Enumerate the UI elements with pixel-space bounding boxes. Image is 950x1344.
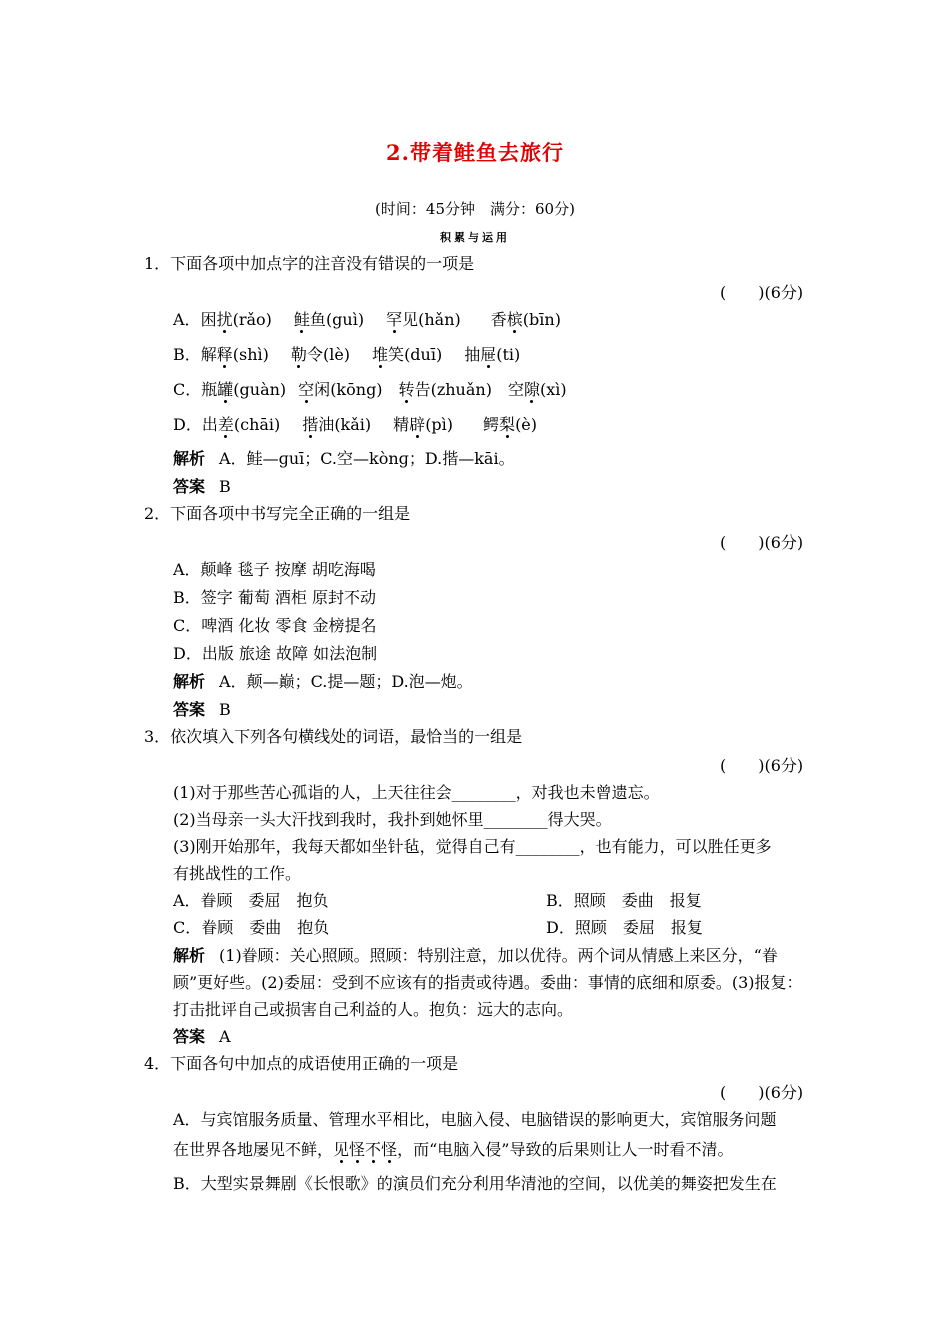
exam-info: (时间：45分钟 满分：60分) [375,200,575,218]
q2-option-a: A．颠峰 毯子 按摩 胡吃海喝 [173,560,376,579]
page-title: 2.带着鲑鱼去旅行 [386,140,564,165]
q3-sentence-1: (1)对于那些苦心孤诣的人，上天往往会________，对我也未曾遗忘。 [173,783,660,802]
q1-answer: 答案 B [173,477,231,496]
q2-analysis: 解析 A．颠—巅；C.提—题；D.泡—炮。 [173,672,473,691]
q2-option-b: B．签字 葡萄 酒柜 原封不动 [173,588,377,607]
q3-analysis-cont-2: 打击批评自己或损害自己利益的人。抱负：远大的志向。 [173,1000,574,1019]
q3-sentence-3: (3)刚开始那年，我每天都如坐针毡，觉得自己有________，也有能力，可以胜任更多 [173,837,772,856]
q3-sentence-3-cont: 有挑战性的工作。 [173,864,302,883]
q3-option-b: B．照顾 委曲 报复 [546,891,702,910]
q1-score: ( )(6分) [720,283,804,302]
q3-analysis: 解析 (1)眷顾：关心照顾。照顾：特别注意，加以优待。两个词从情感上来区分，“眷 [173,946,778,965]
q2-answer: 答案 B [173,700,231,719]
q3-analysis-cont-1: 顾”更好些。(2)委屈：受到不应该有的指责或待遇。委曲：事情的底细和原委。(3)报复： [173,973,803,992]
q3-option-d: D．照顾 委屈 报复 [546,918,703,937]
q4-stem: 4．下面各句中加点的成语使用正确的一项是 [144,1054,459,1073]
q1-stem: 1．下面各项中加点字的注音没有错误的一项是 [144,254,475,273]
q3-answer: 答案 A [173,1027,231,1046]
q1-option-c: C．瓶罐(guàn) 空闲(kōng) 转告(zhuǎn) 空隙(xì) [173,380,567,399]
q2-stem: 2．下面各项中书写完全正确的一组是 [144,504,411,523]
q4-option-a: A．与宾馆服务质量、管理水平相比，电脑入侵、电脑错误的影响更大，宾馆服务问题 [173,1110,777,1129]
q3-stem: 3．依次填入下列各句横线处的词语，最恰当的一组是 [144,727,523,746]
q3-option-a: A．眷顾 委屈 抱负 [173,891,329,910]
q3-option-c: C．眷顾 委曲 抱负 [173,918,330,937]
q2-option-d: D．出版 旅途 故障 如法泡制 [173,644,378,663]
q2-score: ( )(6分) [720,533,804,552]
q1-analysis: 解析 A．鲑—ɡuī；C.空—kònɡ；D.揩—kāi。 [173,449,515,468]
q1-option-b: B．解释(shì) 勒令(lè) 堆笑(duī) 抽屉(ti) [173,345,521,364]
q1-option-d: D．出差(chāi) 揩油(kǎi) 精辟(pì) 鳄梨(è) [173,415,538,434]
q1-option-a: A．困扰(rǎo) 鲑鱼(guì) 罕见(hǎn) 香槟(bīn) [173,310,561,329]
section-heading: 积累与运用 [440,231,510,244]
q4-option-b: B．大型实景舞剧《长恨歌》的演员们充分利用华清池的空间，以优美的舞姿把发生在 [173,1174,777,1193]
q2-option-c: C．啤酒 化妆 零食 金榜提名 [173,616,377,635]
q4-score: ( )(6分) [720,1083,804,1102]
q3-sentence-2: (2)当母亲一头大汗找到我时，我扑到她怀里________得大哭。 [173,810,612,829]
q3-score: ( )(6分) [720,756,804,775]
q4-option-a-cont: 在世界各地屡见不鲜，见怪不怪，而“电脑入侵”导致的后果则让人一时看不清。 [173,1140,734,1159]
